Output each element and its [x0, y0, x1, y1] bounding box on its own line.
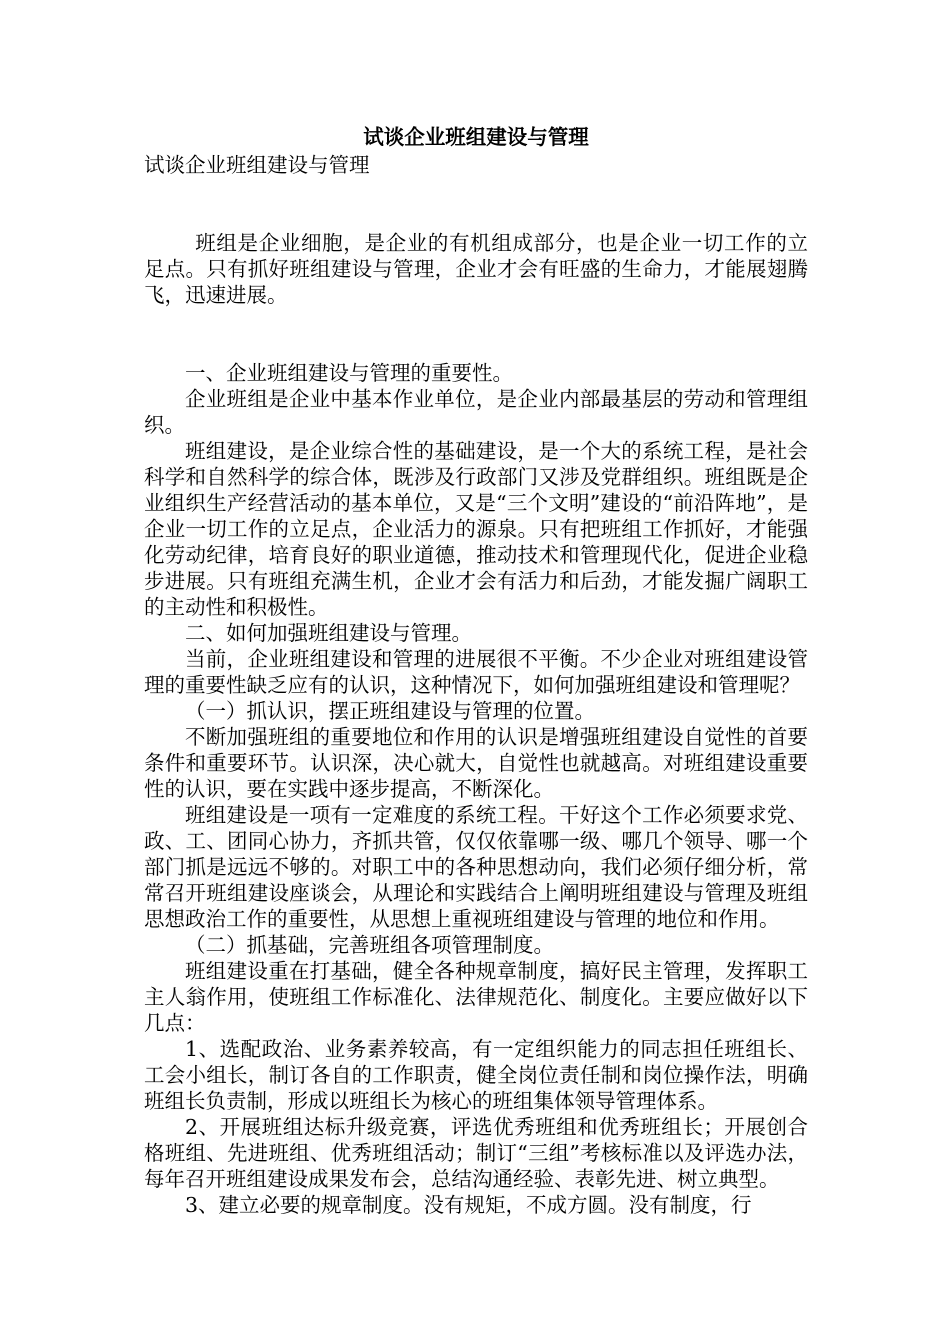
document-subtitle: 试谈企业班组建设与管理	[144, 153, 370, 177]
list-item-2: 2、开展班组达标升级竞赛，评选优秀班组和优秀班组长；开展创合格班组、先进班组、优秀班组活动；制订“三组”考核标准以及评选办法，每年召开班组建设成果发布会，总结沟通经验、表彰先进、树立典型。	[144, 1115, 808, 1191]
body-paragraph: 企业班组是企业中基本作业单位，是企业内部最基层的劳动和管理组织。	[144, 387, 808, 437]
section-heading-2: 二、如何加强班组建设与管理。	[185, 621, 472, 645]
body-paragraph: 当前，企业班组建设和管理的进展很不平衡。不少企业对班组建设管理的重要性缺乏应有的认识，这种情况下，如何加强班组建设和管理呢？	[144, 647, 808, 697]
subsection-heading-2: （二）抓基础，完善班组各项管理制度。	[185, 933, 554, 957]
spacer	[144, 308, 808, 360]
subsection-heading-1: （一）抓认识，摆正班组建设与管理的位置。	[185, 699, 595, 723]
list-item-3: 3、建立必要的规章制度。没有规矩，不成方圆。没有制度，行	[185, 1193, 752, 1217]
body-paragraph: 班组建设重在打基础，健全各种规章制度，搞好民主管理，发挥职工主人翁作用，使班组工作标准化、法律规范化、制度化。主要应做好以下几点：	[144, 959, 808, 1035]
intro-paragraph: 班组是企业细胞，是企业的有机组成部分，也是企业一切工作的立足点。只有抓好班组建设与管理，企业才会有旺盛的生命力，才能展翅腾飞，迅速进展。	[144, 231, 808, 307]
body-paragraph: 班组建设是一项有一定难度的系统工程。干好这个工作必须要求党、政、工、团同心协力，齐抓共管，仅仅依靠哪一级、哪几个领导、哪一个部门抓是远远不够的。对职工中的各种思想动向，我们必须仔细分析，常常召开班组建设座谈会，从理论和实践结合上阐明班组建设与管理及班组思想政治工作的重要性，从思想上重视班组建设与管理的地位和作用。	[144, 803, 808, 931]
spacer	[144, 178, 808, 230]
body-paragraph: 不断加强班组的重要地位和作用的认识是增强班组建设自觉性的首要条件和重要环节。认识深，决心就大，自觉性也就越高。对班组建设重要性的认识，要在实践中逐步提高，不断深化。	[144, 725, 808, 801]
body-paragraph: 班组建设，是企业综合性的基础建设，是一个大的系统工程，是社会科学和自然科学的综合体，既涉及行政部门又涉及党群组织。班组既是企业组织生产经营活动的基本单位，又是“三个文明”建设的“前沿阵地”，是企业一切工作的立足点，企业活力的源泉。只有把班组工作抓好，才能强化劳动纪律，培育良好的职业道德，推动技术和管理现代化，促进企业稳步进展。只有班组充满生机，企业才会有活力和后劲，才能发掘广阔职工的主动性和积极性。	[144, 439, 808, 619]
document-title: 试谈企业班组建设与管理	[363, 125, 589, 149]
list-item-1: 1、选配政治、业务素养较高，有一定组织能力的同志担任班组长、工会小组长，制订各自的工作职责，健全岗位责任制和岗位操作法，明确班组长负责制，形成以班组长为核心的班组集体领导管理体系。	[144, 1037, 808, 1113]
document-page	[144, 122, 808, 1218]
section-heading-1: 一、企业班组建设与管理的重要性。	[185, 361, 513, 385]
